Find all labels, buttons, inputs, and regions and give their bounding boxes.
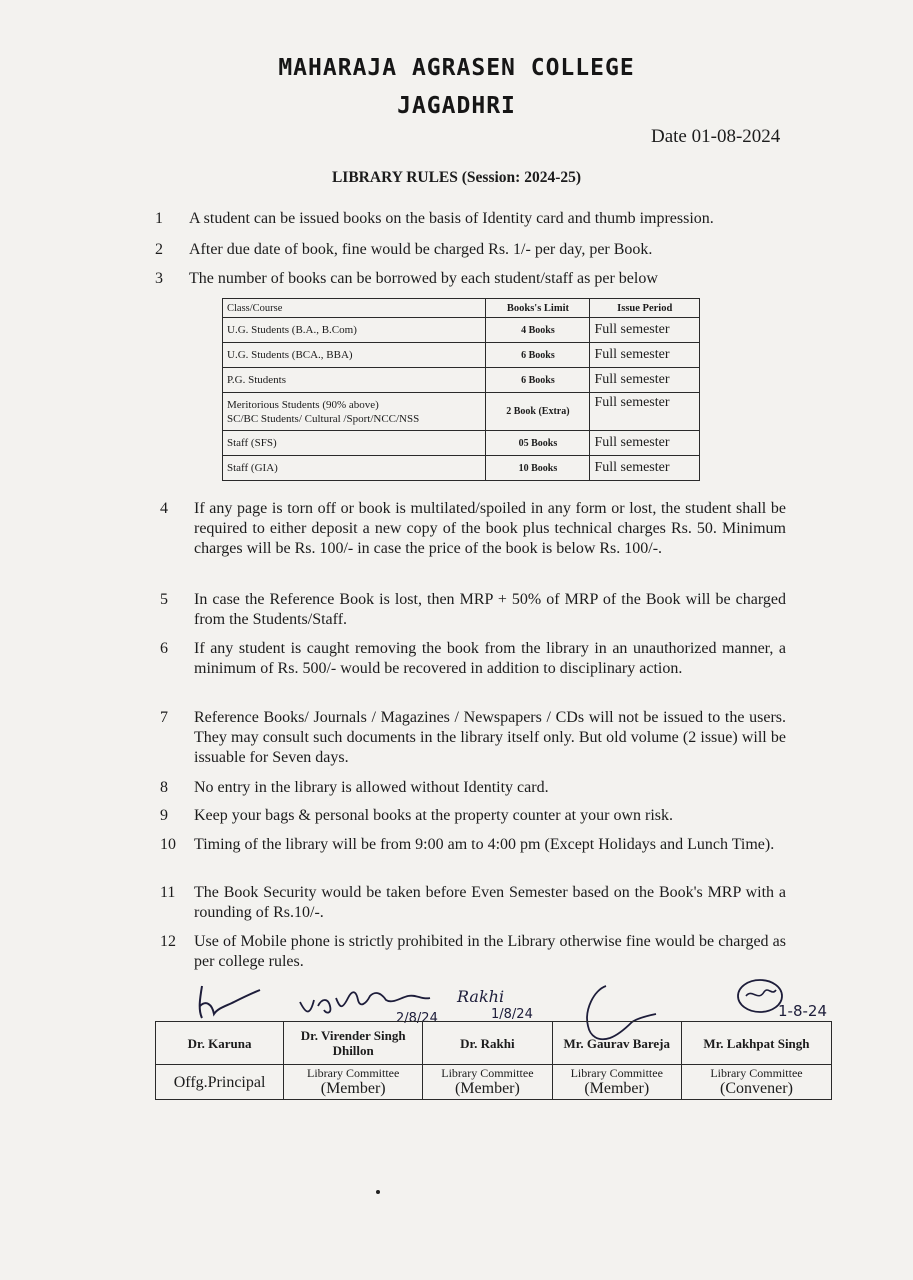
rule-number: 5 [160,591,168,608]
rule-text: If any page is torn off or book is multilated/spoiled in any form or lost, the student shall be required to either deposit a new copy of the book plus technical charges Rs. 50. Minimum charges will be Rs. 100/- in case the price of the book is below Rs. 100/-. [194,500,786,557]
designation-text: (Convener) [720,1080,793,1097]
rule-text: In case the Reference Book is lost, then MRP + 50% of MRP of the Book will be charged from the Students/Staff. [194,591,786,628]
rule-number: 3 [155,270,163,287]
column-header: Books's Limit [486,299,590,318]
signatory-name: Mr. Lakhpat Singh [681,1022,831,1065]
table-row [223,431,700,456]
rules-title: LIBRARY RULES (Session: 2024-25) [331,169,582,186]
signatory-designation [423,1065,552,1100]
course-cell: Staff (GIA) [223,456,486,481]
period-cell: Full semester [590,343,700,368]
designation-text: (Member) [454,1080,520,1097]
rule-text: The Book Security would be taken before Even Semester based on the Book's MRP with a rounding of Rs.10/-. [194,884,786,921]
rule-number: 12 [160,933,176,950]
role-text: Library Committee [710,1066,803,1080]
handwritten-date: 1-8-24 [778,1002,827,1020]
book-limits-table [222,298,700,481]
course-cell: U.G. Students (BCA., BBA) [223,343,486,368]
rule-text: Timing of the library will be from 9:00 am to 4:00 pm (Except Holidays and Lunch Time). [194,836,775,853]
rule-number: 10 [160,836,176,853]
rule-text: Use of Mobile phone is strictly prohibited in the Library otherwise fine would be charged as per college rules. [194,933,786,970]
rule-number: 2 [155,241,163,258]
signatory-table [155,1021,832,1100]
table-row [223,456,700,481]
limit-cell: 4 Books [486,318,590,343]
table-row [223,368,700,393]
rule-item [155,209,795,231]
designation-text: (Member) [320,1080,386,1097]
period-cell: Full semester [590,368,700,393]
course-cell: P.G. Students [223,368,486,393]
designation-text: (Member) [584,1080,650,1097]
limit-cell: 6 Books [486,343,590,368]
rule-number: 7 [160,709,168,726]
signatory-name: Mr. Gaurav Bareja [552,1022,681,1065]
rule-item [155,240,795,262]
rule-number: 4 [160,500,168,517]
role-text: Library Committee [570,1066,663,1080]
rule-text: Keep your bags & personal books at the property counter at your own risk. [194,807,673,824]
role-text: Library Committee [307,1066,400,1080]
rule-number: 9 [160,807,168,824]
table-row [223,343,700,368]
handwritten-date: 1/8/24 [491,1007,533,1022]
column-header: Class/Course [223,299,486,318]
document-date: Date 01-08-2024 [651,126,781,147]
period-cell: Full semester [590,456,700,481]
rule-number: 1 [155,210,163,227]
designation-text: Offg.Principal [173,1073,266,1091]
stray-mark [376,1190,380,1194]
course-cell: U.G. Students (B.A., B.Com) [223,318,486,343]
signatory-designation [284,1065,423,1100]
college-city: JAGADHRI [397,93,516,119]
role-text: Library Committee [441,1066,534,1080]
rule-text: If any student is caught removing the book from the library in an unauthorized manner, a minimum of Rs. 500/- would be recovered in addition to disciplinary action. [194,640,786,677]
limit-cell: 2 Book (Extra) [486,393,590,431]
column-header: Issue Period [590,299,700,318]
signatory-designation [156,1065,284,1100]
signature-lakhpat [732,972,832,1022]
rule-text: A student can be issued books on the basis of Identity card and thumb impression. [189,210,714,227]
limit-cell: 10 Books [486,456,590,481]
signatory-designation [681,1065,831,1100]
signatory-name: Dr. Rakhi [423,1022,552,1065]
handwritten-name: Rakhi [457,987,505,1006]
rule-text: The number of books can be borrowed by each student/staff as per below [189,270,658,287]
signatory-name: Dr. Karuna [156,1022,284,1065]
course-line: Meritorious Students (90% above) [227,398,379,411]
rule-number: 8 [160,779,168,796]
college-name: MAHARAJA AGRASEN COLLEGE [278,55,635,81]
period-cell: Full semester [590,431,700,456]
limit-cell: 6 Books [486,368,590,393]
course-cell [223,393,486,431]
rule-text: Reference Books/ Journals / Magazines / Newspapers / CDs will not be issued to the users. They may consult such documents in the library itself only. But old volume (2 issue) will be issuable for Seven days. [194,709,786,766]
period-cell: Full semester [590,393,700,431]
rule-item [155,269,795,291]
rule-text: No entry in the library is allowed without Identity card. [194,779,549,796]
signatory-name: Dr. Virender Singh Dhillon [284,1022,423,1065]
rule-text: After due date of book, fine would be charged Rs. 1/- per day, per Book. [189,241,653,258]
limit-cell: 05 Books [486,431,590,456]
course-cell: Staff (SFS) [223,431,486,456]
table-row [223,393,700,431]
signature-rakhi [453,984,563,1024]
rule-number: 11 [160,884,176,901]
course-line: SC/BC Students/ Cultural /Sport/NCC/NSS [227,412,420,425]
handwritten-date: 2/8/24 [396,1011,438,1026]
rule-number: 6 [160,640,168,657]
table-row [223,318,700,343]
period-cell: Full semester [590,318,700,343]
signatory-designation [552,1065,681,1100]
